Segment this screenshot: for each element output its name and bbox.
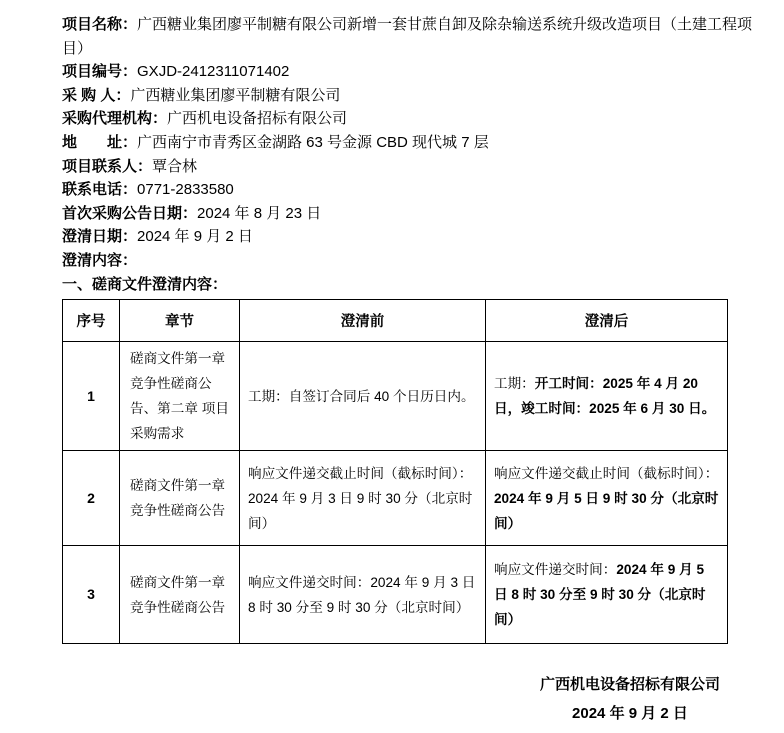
field-agency: [62, 107, 754, 131]
table-row: [63, 546, 728, 644]
signature-company: 广西机电设备招标有限公司: [539, 676, 720, 694]
column-header-before: 澄清前: [240, 300, 486, 342]
column-header-chapter: 章节: [120, 300, 240, 342]
field-first-announcement-date: [62, 202, 754, 226]
field-purchaser-label: 采 购 人：: [62, 86, 131, 104]
row1-before: 工期：自签订合同后 40 个日历日内。: [240, 342, 486, 451]
field-clarification-content-label: 澄清内容：: [62, 251, 138, 269]
field-project-number: [62, 60, 754, 84]
field-address-value: 广西南宁市青秀区金湖路 63 号金源 CBD 现代城 7 层: [137, 133, 489, 151]
field-project-number-label: 项目编号：: [62, 63, 138, 81]
row3-before: 响应文件递交时间：2024 年 9 月 3 日 8 时 30 分至 9 时 30 分（北京时间）: [240, 546, 486, 644]
project-info-block: [62, 13, 754, 296]
field-purchaser: [62, 84, 754, 108]
row2-after-changed: 2024 年 9 月 5 日 9 时 30 分（北京时间）: [494, 490, 719, 531]
row2-chapter: 磋商文件第一章竞争性磋商公告: [120, 451, 240, 546]
section-heading: 一、磋商文件澄清内容：: [62, 275, 228, 293]
field-agency-value: 广西机电设备招标有限公司: [167, 110, 348, 128]
field-contact-phone: [62, 178, 754, 202]
signature-date: 2024 年 9 月 2 日: [572, 705, 688, 723]
table-header-row: [63, 300, 728, 342]
row2-after: [486, 451, 728, 546]
column-header-after: 澄清后: [486, 300, 728, 342]
clarification-table: [62, 299, 728, 644]
field-contact-person-value: 覃合林: [152, 157, 198, 175]
row1-after-changed: 开工时间：2025 年 4 月 20 日，竣工时间：2025 年 6 月 30 日。: [494, 376, 716, 417]
field-project-number-value: GXJD-2412311071402: [137, 63, 290, 81]
row3-after-prefix: 响应文件递交时间：: [494, 562, 617, 578]
field-address-label: 地 址：: [62, 133, 138, 151]
row1-after: [486, 342, 728, 451]
field-project-name-value: 广西糖业集团廖平制糖有限公司新增一套甘蔗自卸及除杂输送系统升级改造项目（土建工程项目）: [62, 16, 753, 57]
field-contact-phone-value: 0771-2833580: [137, 181, 234, 199]
field-contact-person-label: 项目联系人：: [62, 157, 153, 175]
row3-seq: 3: [63, 546, 120, 644]
field-address: [62, 131, 754, 155]
row1-seq: 1: [63, 342, 120, 451]
column-header-seq: 序号: [63, 300, 120, 342]
field-first-announcement-date-label: 首次采购公告日期：: [62, 204, 198, 222]
table-row: [63, 342, 728, 451]
row2-after-prefix: 响应文件递交截止时间（截标时间）：: [494, 465, 719, 481]
field-project-name: [62, 13, 754, 60]
field-first-announcement-date-value: 2024 年 8 月 23 日: [197, 204, 322, 222]
field-contact-phone-label: 联系电话：: [62, 181, 138, 199]
field-agency-label: 采购代理机构：: [62, 110, 168, 128]
row1-chapter: 磋商文件第一章竞争性磋商公告、第二章 项目采购需求: [120, 342, 240, 451]
row2-before: 响应文件递交截止时间（截标时间）：2024 年 9 月 3 日 9 时 30 分（北京时间）: [240, 451, 486, 546]
field-purchaser-value: 广西糖业集团廖平制糖有限公司: [130, 86, 341, 104]
field-project-name-label: 项目名称：: [62, 16, 138, 33]
field-contact-person: [62, 155, 754, 179]
field-clarification-date-label: 澄清日期：: [62, 228, 138, 246]
row3-after: [486, 546, 728, 644]
row2-seq: 2: [63, 451, 120, 546]
signature-block: [540, 670, 720, 728]
field-clarification-date-value: 2024 年 9 月 2 日: [137, 228, 253, 246]
row3-after-changed: 2024 年 9 月 5 日 8 时 30 分至 9 时 30 分（北京时间）: [494, 562, 706, 628]
table-row: [63, 451, 728, 546]
field-clarification-content: [62, 249, 754, 273]
field-clarification-date: [62, 225, 754, 249]
row3-chapter: 磋商文件第一章竞争性磋商公告: [120, 546, 240, 644]
row1-after-prefix: 工期：: [494, 376, 535, 392]
